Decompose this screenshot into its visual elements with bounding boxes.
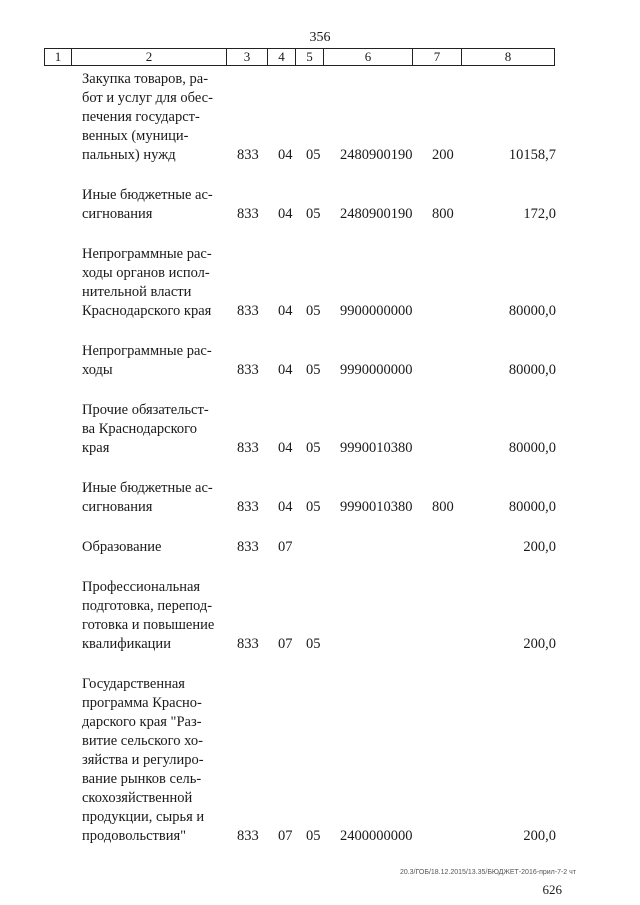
header-col-3: 3 (227, 49, 268, 66)
cell-c4: 04 (278, 362, 293, 378)
row-description-line: дарского края "Раз- (82, 714, 202, 730)
header-col-4: 4 (268, 49, 296, 66)
cell-c6: 9900000000 (340, 303, 413, 319)
cell-c4: 07 (278, 539, 293, 555)
row-description-line: вание рынков сель- (82, 771, 202, 787)
row-description-line: пальных) нужд (82, 147, 176, 163)
row-description-line: продукции, сырья и (82, 809, 205, 825)
cell-c8: 172,0 (523, 206, 556, 222)
cell-c6: 9990010380 (340, 499, 413, 515)
row-description-line: продовольствия" (82, 828, 187, 844)
row-description-line: Образование (82, 539, 162, 555)
row-description-line: Непрограммные рас- (82, 343, 212, 359)
table-row (0, 342, 640, 380)
row-description-line: ходы (82, 362, 113, 378)
cell-c5: 05 (306, 828, 321, 844)
row-description-line: Иные бюджетные ас- (82, 187, 213, 203)
page-number: 356 (309, 30, 331, 45)
column-header-table (44, 48, 555, 66)
cell-c4: 04 (278, 303, 293, 319)
table-row (0, 401, 640, 458)
cell-c5: 05 (306, 147, 321, 163)
cell-c3: 833 (237, 440, 259, 456)
row-description (82, 186, 222, 224)
header-col-2: 2 (72, 49, 227, 66)
header-col-1: 1 (45, 49, 72, 66)
cell-c5: 05 (306, 362, 321, 378)
cell-c5: 05 (306, 636, 321, 652)
row-description-line: Непрограммные рас- (82, 246, 212, 262)
cell-c5: 05 (306, 303, 321, 319)
row-description-line: бот и услуг для обес- (82, 90, 213, 106)
row-description-line: зяйства и регулиро- (82, 752, 204, 768)
cell-c6: 9990010380 (340, 440, 413, 456)
cell-c3: 833 (237, 147, 259, 163)
row-description-line: венных (муници- (82, 128, 189, 144)
row-description (82, 401, 222, 458)
cell-c8: 80000,0 (508, 440, 556, 456)
row-description (82, 342, 222, 380)
cell-c8: 80000,0 (508, 499, 556, 515)
cell-c4: 04 (278, 147, 293, 163)
cell-c3: 833 (237, 828, 259, 844)
cell-c6: 2480900190 (340, 206, 413, 222)
cell-c4: 04 (278, 206, 293, 222)
cell-c4: 04 (278, 440, 293, 456)
budget-rows (0, 70, 640, 846)
cell-c7: 800 (432, 499, 454, 515)
header-col-7: 7 (413, 49, 462, 66)
row-description-line: подготовка, перепод- (82, 598, 213, 614)
cell-c8: 200,0 (523, 539, 556, 555)
table-row (0, 578, 640, 654)
cell-c8: 80000,0 (508, 303, 556, 319)
cell-c8: 10158,7 (508, 147, 556, 163)
cell-c3: 833 (237, 206, 259, 222)
cell-c5: 05 (306, 440, 321, 456)
cell-c7: 800 (432, 206, 454, 222)
row-description-line: Профессиональная (82, 579, 201, 595)
table-row (0, 675, 640, 846)
cell-c5: 05 (306, 206, 321, 222)
row-description-line: сигнования (82, 499, 153, 515)
row-description-line: Государственная (82, 676, 185, 692)
row-description-line: сигнования (82, 206, 153, 222)
header-col-5: 5 (296, 49, 324, 66)
row-description-line: Краснодарского края (82, 303, 212, 319)
cell-c8: 200,0 (523, 636, 556, 652)
row-description (82, 70, 222, 165)
table-row (0, 538, 640, 557)
row-description-line: ходы органов испол- (82, 265, 210, 281)
cell-c8: 80000,0 (508, 362, 556, 378)
cell-c3: 833 (237, 499, 259, 515)
cell-c3: 833 (237, 303, 259, 319)
row-description-line: готовка и повышение (82, 617, 215, 633)
row-description-line: Прочие обязательст- (82, 402, 209, 418)
cell-c3: 833 (237, 539, 259, 555)
row-description-line: края (82, 440, 110, 456)
cell-c3: 833 (237, 362, 259, 378)
row-description-line: ва Краснодарского (82, 421, 197, 437)
row-description (82, 538, 222, 557)
row-description (82, 245, 222, 321)
cell-c6: 2480900190 (340, 147, 413, 163)
footer-sheet-number: 626 (542, 882, 562, 897)
row-description-line: квалификации (82, 636, 171, 652)
row-description-line: нительной власти (82, 284, 192, 300)
header-col-8: 8 (462, 49, 555, 66)
cell-c6: 9990000000 (340, 362, 413, 378)
cell-c4: 07 (278, 636, 293, 652)
row-description (82, 675, 222, 846)
row-description (82, 479, 222, 517)
cell-c8: 200,0 (523, 828, 556, 844)
row-description-line: печения государст- (82, 109, 200, 125)
header-col-6: 6 (324, 49, 413, 66)
cell-c6: 2400000000 (340, 828, 413, 844)
row-description-line: скохозяйственной (82, 790, 193, 806)
table-row (0, 70, 640, 165)
row-description-line: Закупка товаров, ра- (82, 71, 209, 87)
row-description-line: Иные бюджетные ас- (82, 480, 213, 496)
row-description-line: витие сельского хо- (82, 733, 203, 749)
cell-c4: 04 (278, 499, 293, 515)
row-description (82, 578, 222, 654)
table-row (0, 245, 640, 321)
cell-c4: 07 (278, 828, 293, 844)
cell-c3: 833 (237, 636, 259, 652)
row-description-line: программа Красно- (82, 695, 202, 711)
cell-c7: 200 (432, 147, 454, 163)
table-row (0, 186, 640, 224)
cell-c5: 05 (306, 499, 321, 515)
footer-document-code: 20.3/ГОБ/18.12.2015/13.35/БЮДЖЕТ-2016-прил-7-2 чт (399, 869, 576, 876)
table-row (0, 479, 640, 517)
